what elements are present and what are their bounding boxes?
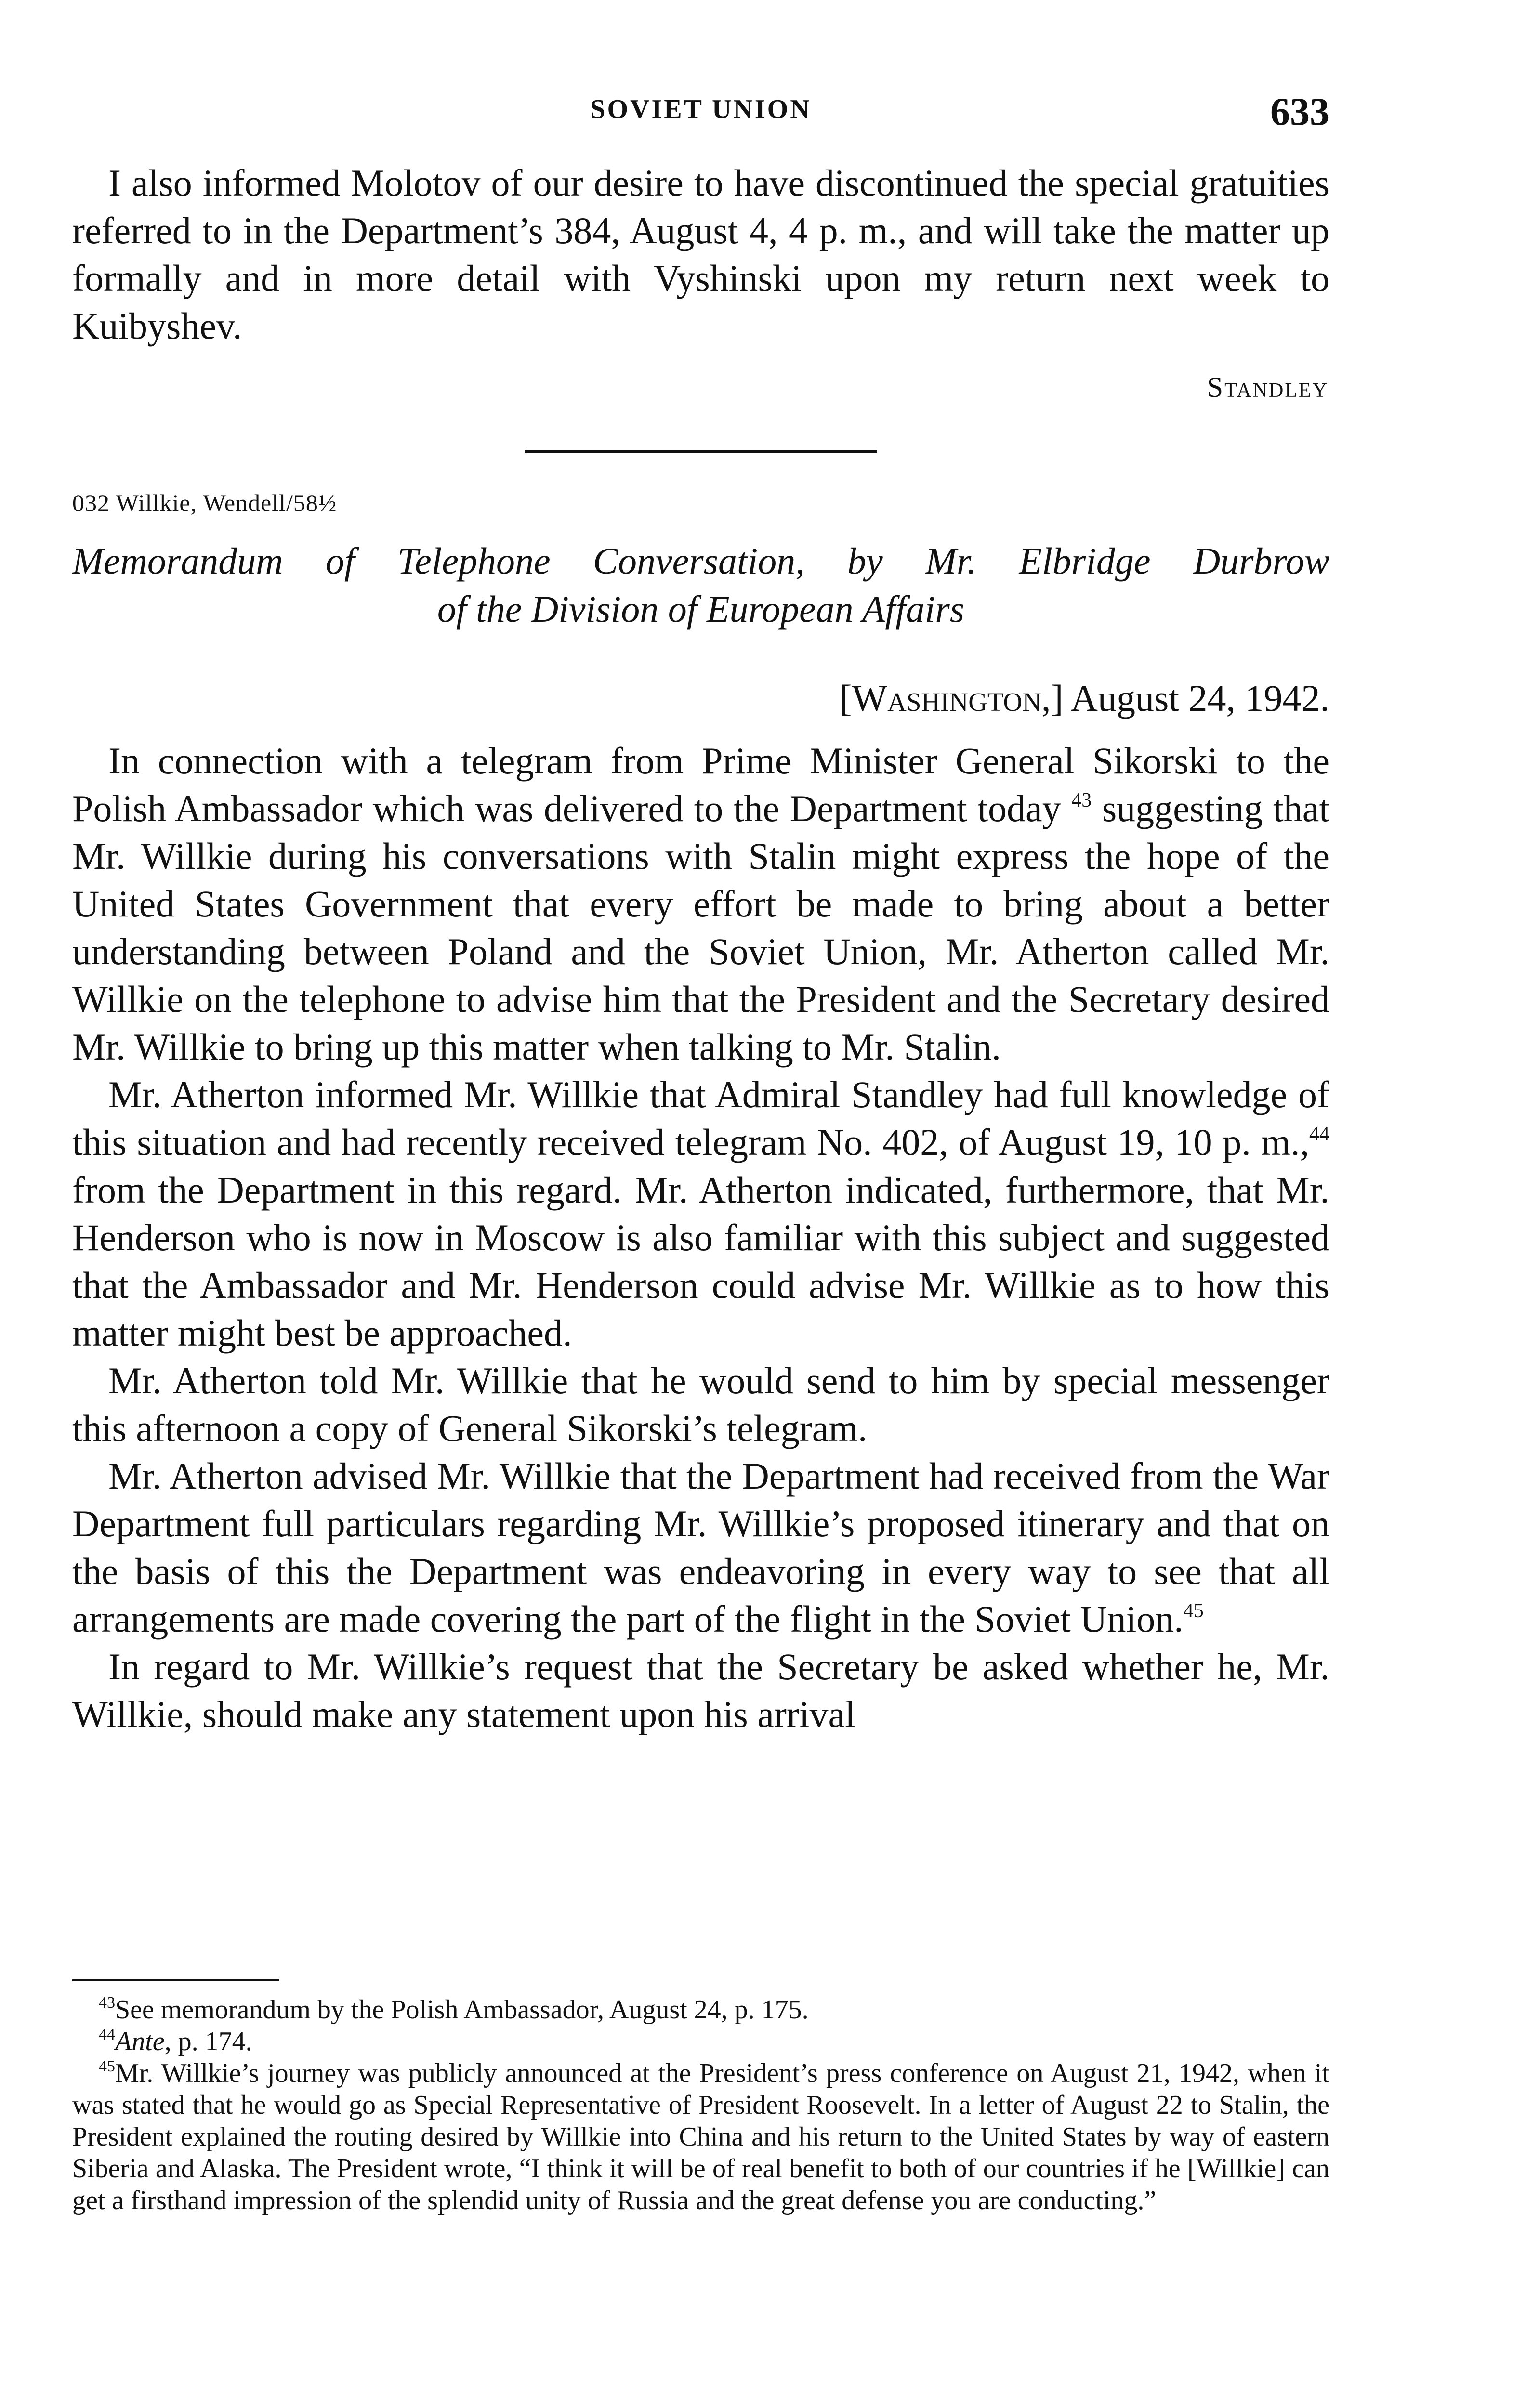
section-divider [525,450,877,453]
memo-title-line: Memorandum of Telephone Conversation, by Mr. Elbridge Durbrow [72,540,1329,582]
footnote [72,2026,1329,2057]
footnote-ref: 43 [1071,789,1092,811]
footnote-number: 45 [99,2057,115,2075]
dateline [840,677,1329,720]
paragraph [72,1071,1329,1357]
memo-body [72,737,1329,1738]
running-head: SOVIET UNION [590,94,812,124]
footnote-divider [72,1979,279,1981]
paragraph-text: In connection with a telegram from Prime Minister General Sikorski to the Polish Ambassador which was delivered to the Department today [72,740,1329,829]
paragraph-text: suggesting that Mr. Willkie during his conversations with Stalin might express the hope of the United States Government that every effort be made to bring about a better understanding between Poland and the Soviet Union, Mr. Atherton called Mr. Willkie on the telephone to advise him that the President and the Secretary desired Mr. Willkie to bring up this matter when talking to Mr. Stalin. [72,787,1330,1068]
paragraph [72,1452,1329,1643]
page-number: 633 [1270,90,1329,133]
previous-document-text [72,159,1329,350]
dateline-place: [Washington,] [839,677,1064,719]
footnote-ref: 44 [1309,1123,1329,1145]
footnote-number: 43 [99,1994,115,2012]
footnote [72,2057,1329,2216]
footnote-ref: 45 [1183,1600,1204,1622]
paragraph: In regard to Mr. Willkie’s request that the Secretary be asked whether he, Mr. Willkie, should make any statement upon his arrival [72,1646,1329,1735]
dateline-date: August 24, 1942. [1070,677,1329,719]
file-reference: 032 Willkie, Wendell/58½ [72,489,337,516]
footnote-text: Mr. Willkie’s journey was publicly announced at the President’s press conference on August 21, 1942, when it was stated that he would go as Special Representative of President Roosevelt. In a letter of August 22 to Stalin, the President explained the routing desired by Willkie into China and his return to the United States by way of eastern Siberia and Alaska. The President wrote, “I think it will be of real benefit to both of our countries if he [Willkie] can get a firsthand impression of the splendid unity of Russia and the great defense you are conducting.” [72,2058,1329,2215]
paragraph [72,737,1329,1071]
memo-title [72,537,1329,633]
footnote-number: 44 [99,2026,115,2043]
footnote-text: , p. 174. [164,2027,252,2056]
paragraph-text: from the Department in this regard. Mr. Atherton indicated, furthermore, that Mr. Henderson who is now in Moscow is also familiar with this subject and suggested that the Ambassador and Mr. Henderson could advise Mr. Willkie as to how this matter might best be approached. [72,1169,1329,1354]
footnote-text: See memorandum by the Polish Ambassador, August 24, p. 175. [115,1995,809,2025]
memo-title-line: of the Division of European Affairs [437,588,965,630]
page-header [72,89,1329,132]
footnote [72,1994,1329,2026]
paragraph: I also informed Molotov of our desire to have discontinued the special gratuities referred to in the Department’s 384, August 4, 4 p. m., and will take the matter up formally and in more detail with Vyshinski upon my return next week to Kuibyshev. [72,162,1329,347]
paragraph: Mr. Atherton told Mr. Willkie that he would send to him by special messenger this afternoon a copy of General Sikorski’s telegram. [72,1360,1329,1449]
paragraph-text: Mr. Atherton informed Mr. Willkie that Admiral Standley had full knowledge of this situation and had recently received telegram No. 402, of August 19, 10 p. m., [72,1073,1329,1163]
footnote-italic: Ante [115,2027,165,2056]
footnotes [72,1994,1329,2216]
paragraph-text: Mr. Atherton advised Mr. Willkie that the Department had received from the War Department full particulars regarding Mr. Willkie’s proposed itinerary and that on the basis of this the Department was endeavoring in every way to see that all arrangements are made covering the part of the flight in the Soviet Union. [72,1455,1329,1640]
signature: Standley [1207,371,1329,403]
